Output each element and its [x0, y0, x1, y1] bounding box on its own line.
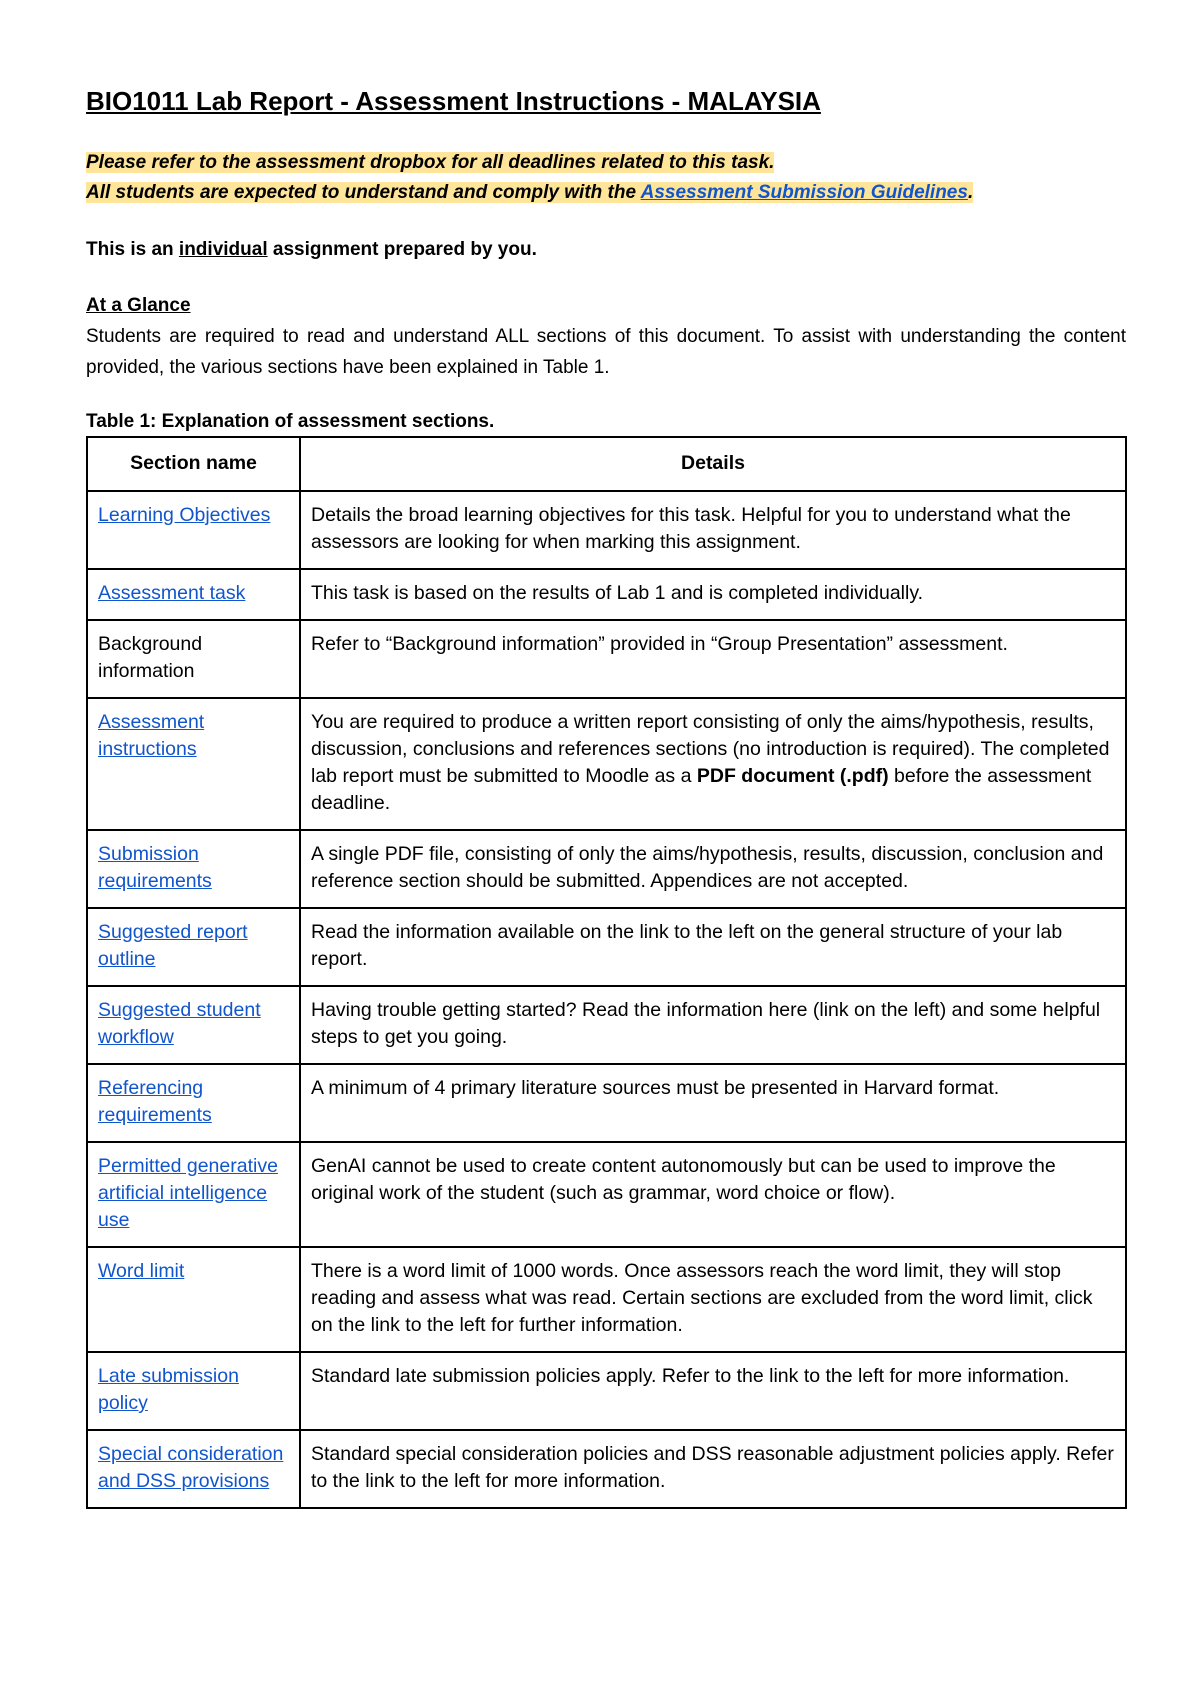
details-cell: Having trouble getting started? Read the information here (link on the left) and some helpful steps to get you going.: [300, 986, 1126, 1064]
section-name-cell: [87, 620, 300, 698]
details-text: You are required to produce a written report consisting of only the aims/hypothesis, results, discussion, conclusions and references sections (no introduction is required). The completed lab report must be submitted to Moodle as a: [311, 711, 1110, 787]
guidelines-notice-suffix: .: [967, 182, 974, 203]
section-link[interactable]: Late submission policy: [98, 1365, 239, 1414]
table-row: [87, 1247, 1126, 1352]
details-cell: Details the broad learning objectives for this task. Helpful for you to understand what the assessors are looking for when marking this assignment.: [300, 491, 1126, 569]
assessment-submission-guidelines-link[interactable]: Assessment Submission Guidelines: [640, 182, 968, 203]
table-row: [87, 830, 1126, 908]
at-a-glance-heading: At a Glance: [86, 295, 191, 316]
details-text: before the assessment deadline.: [311, 765, 1092, 814]
individual-statement: This is an individual assignment prepared by you.: [86, 239, 537, 260]
section-name-cell: [87, 1064, 300, 1142]
table-row: [87, 908, 1126, 986]
table-row: [87, 1064, 1126, 1142]
table-row: [87, 1142, 1126, 1247]
deadline-notice-text: Please refer to the assessment dropbox for all deadlines related to this task.: [86, 152, 775, 173]
document-title: BIO1011 Lab Report - Assessment Instructions - MALAYSIA: [86, 86, 821, 116]
details-cell: Standard special consideration policies and DSS reasonable adjustment policies apply. Refer to the link to the left for more information.: [300, 1430, 1126, 1508]
section-name-cell: [87, 1430, 300, 1508]
section-link[interactable]: Word limit: [98, 1260, 185, 1282]
section-name-cell: [87, 569, 300, 620]
details-cell: [300, 698, 1126, 830]
details-cell: A single PDF file, consisting of only the aims/hypothesis, results, discussion, conclusion and reference section should be submitted. Appendices are not accepted.: [300, 830, 1126, 908]
section-link[interactable]: Learning Objectives: [98, 504, 271, 526]
details-cell: A minimum of 4 primary literature sources must be presented in Harvard format.: [300, 1064, 1126, 1142]
table-caption: Table 1: Explanation of assessment sections.: [86, 411, 495, 432]
section-link[interactable]: Suggested student workflow: [98, 999, 261, 1048]
section-link[interactable]: Assessment task: [98, 582, 246, 604]
document-page: [86, 84, 1126, 1509]
table-row: [87, 620, 1126, 698]
guidelines-notice-prefix: All students are expected to understand and comply with the: [86, 182, 641, 203]
section-link[interactable]: Assessment instructions: [98, 711, 205, 760]
table-row: [87, 1352, 1126, 1430]
table-row: [87, 491, 1126, 569]
header-section-name: Section name: [87, 437, 300, 491]
section-link[interactable]: Special consideration and DSS provisions: [98, 1443, 284, 1492]
details-cell: Refer to “Background information” provided in “Group Presentation” assessment.: [300, 620, 1126, 698]
section-name-cell: [87, 830, 300, 908]
table-row: [87, 569, 1126, 620]
section-name-cell: [87, 986, 300, 1064]
section-name-cell: [87, 491, 300, 569]
details-cell: This task is based on the results of Lab 1 and is completed individually.: [300, 569, 1126, 620]
section-link[interactable]: Submission requirements: [98, 843, 212, 892]
section-name-cell: [87, 1142, 300, 1247]
deadline-notice: [86, 148, 1126, 178]
assessment-sections-table: [86, 436, 1127, 1509]
table-header-row: [87, 437, 1126, 491]
section-name-cell: [87, 1352, 300, 1430]
details-cell: Standard late submission policies apply. Refer to the link to the left for more information.: [300, 1352, 1126, 1430]
details-cell: GenAI cannot be used to create content autonomously but can be used to improve the original work of the student (such as grammar, word choice or flow).: [300, 1142, 1126, 1247]
header-details: Details: [300, 437, 1126, 491]
section-name-cell: [87, 698, 300, 830]
table-row: [87, 698, 1126, 830]
section-link[interactable]: Referencing requirements: [98, 1077, 212, 1126]
guidelines-notice: [86, 178, 1126, 208]
at-a-glance-body: Students are required to read and understand ALL sections of this document. To assist with understanding the content provided, the various sections have been explained in Table 1.: [86, 326, 1126, 378]
individual-emphasis: individual: [178, 239, 268, 260]
details-cell: Read the information available on the link to the left on the general structure of your lab report.: [300, 908, 1126, 986]
details-emphasis: PDF document (.pdf): [696, 765, 889, 787]
section-name: Background information: [98, 633, 203, 682]
details-cell: There is a word limit of 1000 words. Once assessors reach the word limit, they will stop reading and assess what was read. Certain sections are excluded from the word limit, click on the link to the left for further information.: [300, 1247, 1126, 1352]
section-link[interactable]: Permitted generative artificial intelligence use: [98, 1155, 278, 1231]
table-row: [87, 1430, 1126, 1508]
section-name-cell: [87, 908, 300, 986]
section-name-cell: [87, 1247, 300, 1352]
table-row: [87, 986, 1126, 1064]
section-link[interactable]: Suggested report outline: [98, 921, 248, 970]
